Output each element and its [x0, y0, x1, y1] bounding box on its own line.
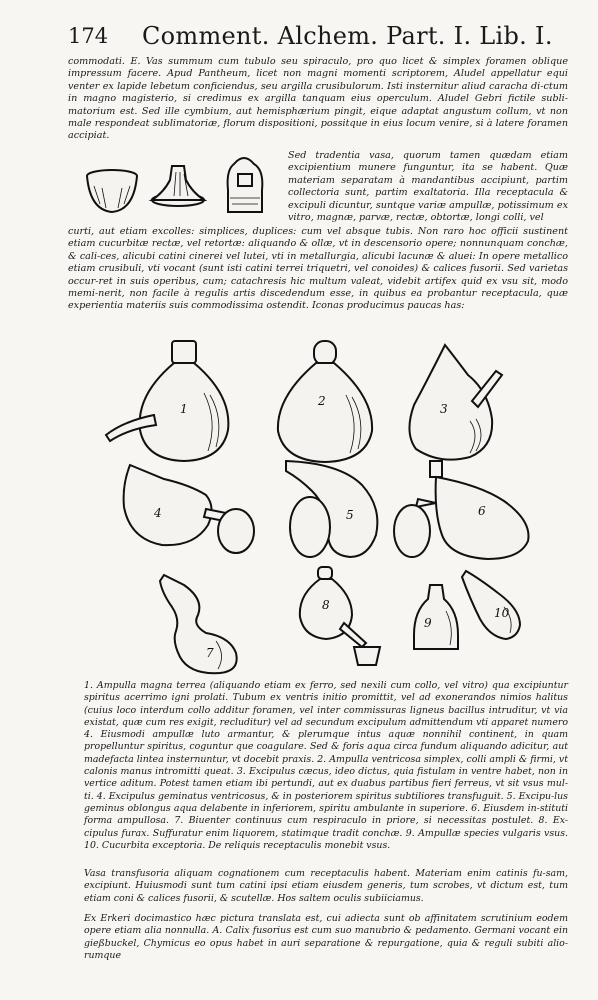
figure-number-5: 5	[346, 508, 354, 522]
figure-number-9: 9	[424, 616, 432, 630]
figure-number-10: 10	[494, 606, 510, 620]
cone-lid-vessel	[152, 166, 204, 206]
vessels-illustration-top	[80, 150, 280, 222]
figure-number-8: 8	[322, 598, 330, 612]
figure-caption: 1. Ampulla magna terrea (aliquando etiam ex ferro, sed nexili cum collo, vel vitro) qua excipiuntur spiritus acerrimo igni prolati. Tubum ex ventris initio promittit, vel ad exonerandos nimios halitus (cuius loco interdum collo additur foramen, vel inter commissuras ligneus bacillus intruditur, vt via existat, quæ cum res exigit, recluditur) vel ad secundum excipulum admittendum vti apparet numero 4. Eiusmodi ampullæ luto armantur, & plerumque intus aquæ nonnihil continent, in quam propelluntur spiritus, coguntur que coagulare. Sed & foris aqua circa fundum aliquando adicitur, aut madefacta lintea insternuntur, vt docebit praxis. 2. Ampulla ventricosa simplex, colli ampli & firmi, vt calonis manus intromitti queat. 3. Excipulus cæcus, ideo dictus, quia fistulam in ventre habet, non in vertice aditum. Potest tamen etiam ibi pertundi, aut ex duabus partibus fieri ferreus, vt sit vsus mul-ti. 4. Excipulus geminatus ventricosus, & in posteriorem spiritus subtiliores transfuguit. 5. Excipu-lus geminus oblongus aqua delabente in inferiorem, spiritu ambulante in superiore. 6. Eiusdem in-stituti forma ampullosa. 7. Biuenter continuus cum respiraculo in priore, si necessitas postulet. 8. Ex-cipulus furax. Suffuratur enim liquorem, statimque tradit conchæ. 9. Ampullæ species vulgaris vsus. 10. Cucurbita exceptoria. De reliquis receptaculis monebit vsus.	[84, 680, 568, 851]
page-number: 174	[68, 24, 109, 48]
paragraph-erker: Ex Erkeri docimastico hæc pictura translata est, cui adiecta sunt ob affinitatem scrutinium eodem opere etiam alia nonnulla. A. Calix fusorius est cum suo manubrio & pedamento. Germani vocant ein gießbuckel, Chymicus eo opus habet in auri separatione & repurgatione, quia & reguli subiti alio-rumque	[84, 913, 568, 961]
bowl-vessel	[87, 170, 137, 212]
figure-number-1: 1	[180, 402, 188, 416]
figure-6-forma-ampullosa	[394, 461, 529, 559]
figure-5-excipulus-geminus-oblongus	[286, 461, 377, 557]
figure-4-excipulus-geminatus	[124, 465, 254, 553]
figure-number-6: 6	[478, 504, 486, 518]
running-title: Comment. Alchem. Part. I. Lib. I.	[142, 22, 553, 50]
figure-7-biuenter	[160, 575, 237, 673]
figure-8-excipulus-furax	[300, 567, 380, 665]
figure-2-ampulla-ventricosa	[278, 341, 372, 462]
receptacula-figures	[100, 335, 540, 675]
figure-9-ampulla-vulgaris	[414, 585, 458, 649]
aludel-vessel	[228, 158, 263, 212]
paragraph-receptacula: curti, aut etiam excolles: simplices, duplices: cum vel absque tubis. Non raro hoc officii sustinent etiam cucurbitæ rectæ, vel retortæ: aliquando & ollæ, vt in descensorio opere; nonnunquam conchæ, & cali-ces, alicubi catini cinerei vel lutei, vti in metallurgia, alicubi lacunæ & aluei: In opere metallico etiam crusibuli, vti vocant (sunt isti catini terrei triquetri, vel conoides) & calices fusorii. Sed varietas occur-ret in suis operibus, cum; catachresis hic multum valeat, videbit artifex quid ex vsu sit, modo memi-nerit, non facile à regulis artis discedendum esse, in quibus ea probantur receptacula, quæ experientia materiis suis commodissima ostendit. Iconas producimus paucas has:	[68, 226, 568, 312]
figure-1-ampulla-magna	[106, 341, 228, 461]
paragraph-vasa-transfusoria: Vasa transfusoria aliquam cognationem cum receptaculis habent. Materiam enim catinis fu-sam, excipiunt. Huiusmodi sunt tum catini ipsi etiam eiusdem generis, tum scrobes, vt dictum est, tum etiam coni & calices fusorii, & scutellæ. Hos saltem oculis subiiciamus.	[84, 868, 568, 904]
running-header	[68, 22, 568, 50]
figure-number-2: 2	[318, 394, 326, 408]
figure-10-cucurbita-exceptoria	[462, 571, 520, 639]
figure-3-excipulus-caecus	[409, 345, 502, 460]
figure-number-7: 7	[206, 646, 214, 660]
paragraph-receptacula-intro: Sed tradentia vasa, quorum tamen quædam etiam excipientium munere funguntur, ita se habent. Quæ materiam separatam à mandantibus accipiunt, partim collectoria sunt, partim exaltatoria. Illa receptacula & excipuli dicuntur, suntque variæ ampullæ, potissimum ex vitro, magnæ, parvæ, rectæ, obtortæ, longi colli, vel	[288, 150, 568, 224]
figure-number-3: 3	[440, 402, 448, 416]
figure-number-4: 4	[154, 506, 162, 520]
paragraph-aludel: commodati. E. Vas summum cum tubulo seu spiraculo, pro quo licet & simplex foramen oblique impressum facere. Apud Pantheum, licet non magni momenti scriptorem, Aludel appellatur equi venter ex lapide lebetum conficiendus, seu argilla crusibulorum. Isti insternitur aliud caracha di-ctum in magno magisterio, si credimus ex argilla tanquam eius operculum. Aludel Gebri fictile subli-matorium est. Sed ille cymbium, aut hemisphærium pingit, eique adaptat angustum collum, vt non male respondeat sublimatoriæ, florum dispositioni, possitque in eius locum venire, si à latere foramen accipiat.	[68, 56, 568, 142]
